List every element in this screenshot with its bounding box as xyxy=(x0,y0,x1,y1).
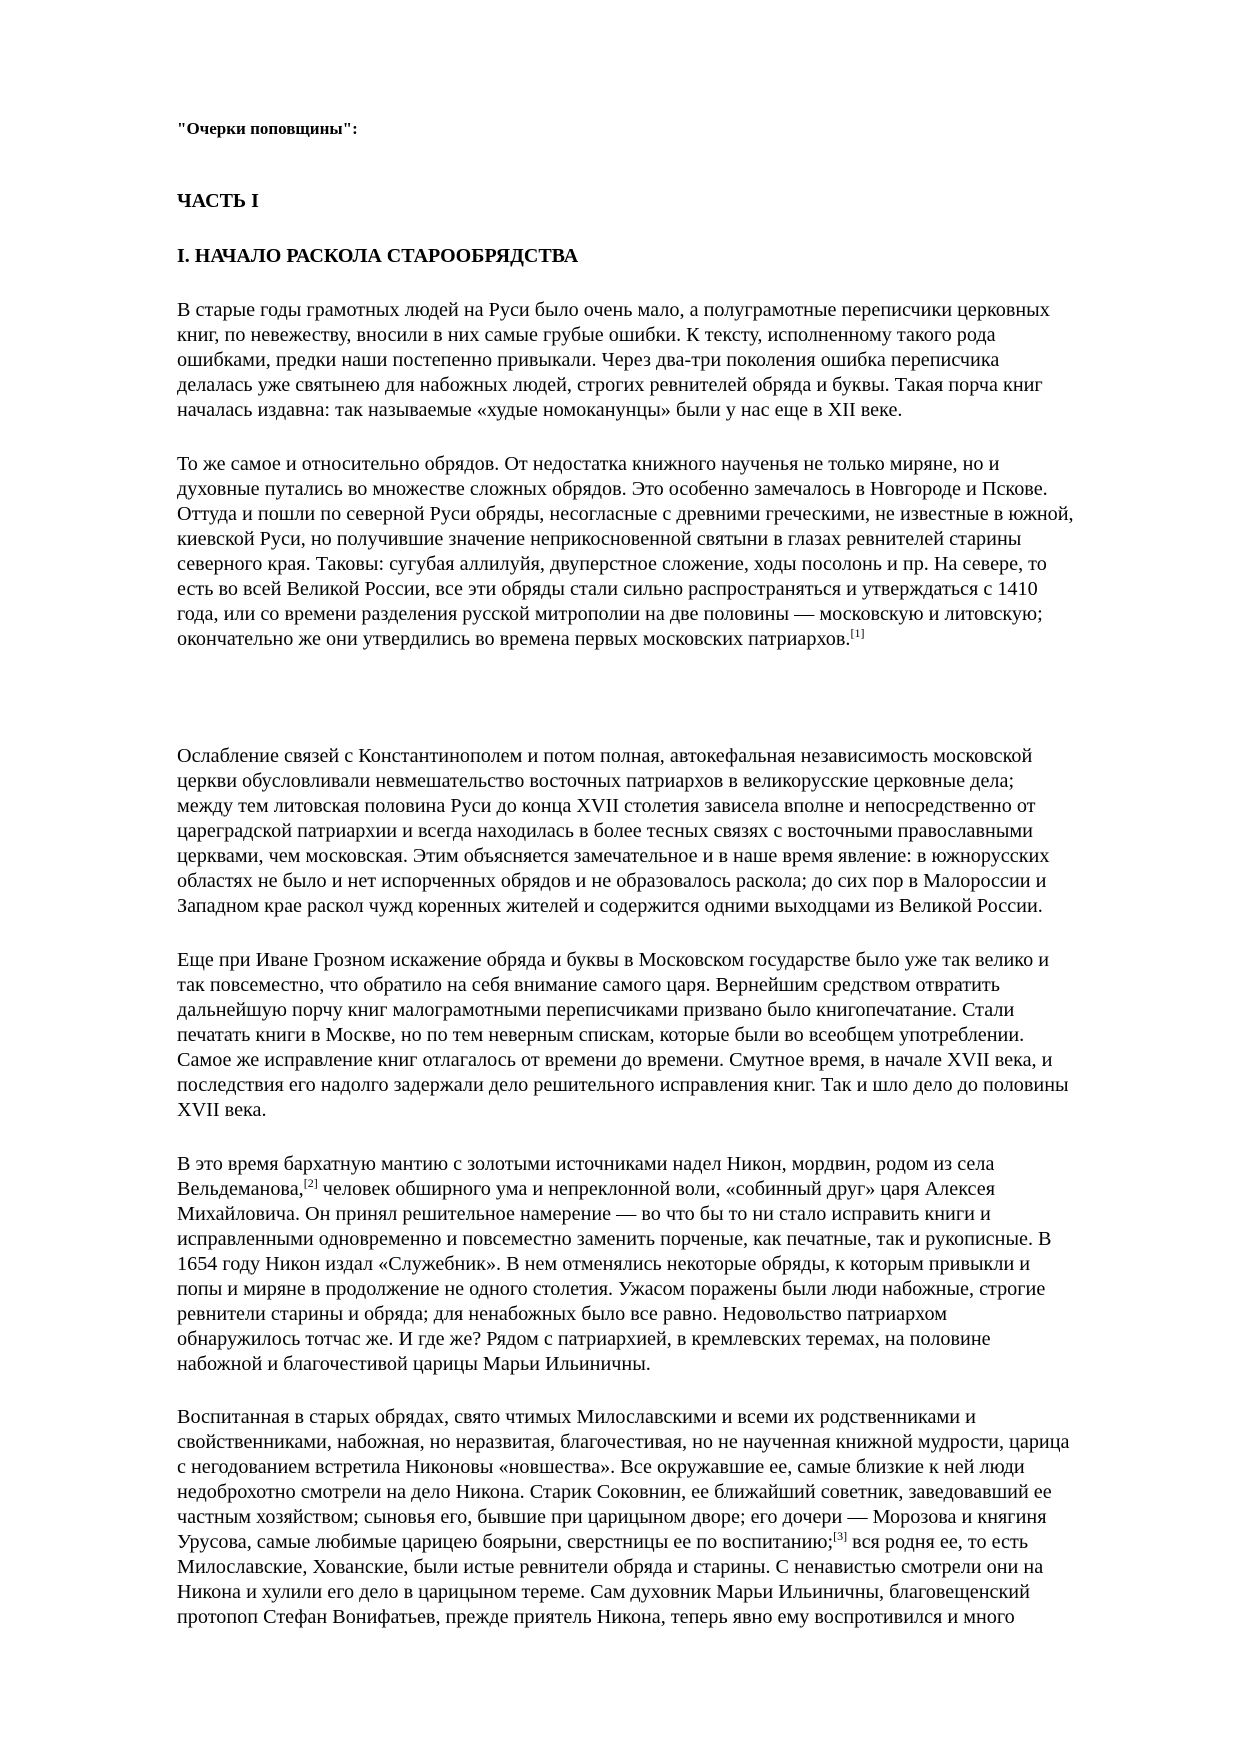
text-line xyxy=(177,869,1177,894)
line-text: обнаружилось тотчас же. И где же? Рядом с патриархией, в кремлевских теремах, на половине xyxy=(177,1328,991,1350)
line-text: исправленными одновременно и повсеместно заменить порченые, как печатные, так и рукописные. В xyxy=(177,1228,1052,1250)
line-text: духовные путались во множестве сложных обрядов. Это особенно замечалось в Новгороде и Пскове. xyxy=(177,478,1048,500)
line-text: года, или со времени разделения русской митрополии на две половины — московскую и литовскую; xyxy=(177,603,1043,625)
text-line xyxy=(177,627,1177,652)
line-text-continued: вся родня ее, то есть xyxy=(847,1531,1029,1553)
text-line xyxy=(177,769,1177,794)
line-text: Милославские, Хованские, были истые ревнители обряда и старины. С ненавистью смотрели они на xyxy=(177,1556,1044,1578)
line-text: Ослабление связей с Константинополем и потом полная, автокефальная независимость московской xyxy=(177,745,1033,767)
text-line xyxy=(177,998,1177,1023)
paragraph-2 xyxy=(177,452,1177,652)
text-line xyxy=(177,1073,1177,1098)
text-line xyxy=(177,373,1177,398)
footnote-link[interactable]: [1] xyxy=(850,626,865,640)
line-text: Еще при Иване Грозном искажение обряда и буквы в Московском государстве было уже так велико и xyxy=(177,949,1050,971)
paragraph-4 xyxy=(177,948,1177,1123)
line-text: так повсеместно, что обратило на себя внимание самого царя. Вернейшим средством отвратить xyxy=(177,974,1000,996)
text-line xyxy=(177,948,1177,973)
text-line xyxy=(177,1098,1177,1123)
text-line xyxy=(177,398,1177,423)
text-line xyxy=(177,1152,1177,1177)
text-line xyxy=(177,1605,1177,1630)
text-line xyxy=(177,1048,1177,1073)
text-line xyxy=(177,348,1177,373)
paragraph-6 xyxy=(177,1405,1177,1630)
text-line xyxy=(177,794,1177,819)
text-line xyxy=(177,1277,1177,1302)
text-line xyxy=(177,1352,1177,1377)
footnote-link[interactable]: [3] xyxy=(833,1529,848,1543)
text-line xyxy=(177,1177,1177,1202)
paragraph-3 xyxy=(177,744,1177,919)
text-line xyxy=(177,602,1177,627)
text-line xyxy=(177,452,1177,477)
line-text: протопоп Стефан Вонифатьев, прежде приятель Никона, теперь явно ему воспротивился и много xyxy=(177,1606,1015,1628)
text-line xyxy=(177,973,1177,998)
line-text: Воспитанная в старых обрядах, свято чтимых Милославскими и всеми их родственниками и xyxy=(177,1406,976,1428)
text-line xyxy=(177,1302,1177,1327)
line-text: началась издавна: так называемые «худые номоканунцы» были у нас еще в XII веке. xyxy=(177,399,903,421)
text-line xyxy=(177,527,1177,552)
line-text: окончательно же они утвердились во времена первых московских патриархов. xyxy=(177,628,851,650)
text-line xyxy=(177,502,1177,527)
line-text: книг, по невежеству, вносили в них самые грубые ошибки. К тексту, исполненному такого рода xyxy=(177,324,996,346)
line-text: областях не было и нет испорченных обрядов и не образовалось раскола; до сих пор в Малороссии и xyxy=(177,870,1047,892)
text-line xyxy=(177,1505,1177,1530)
line-text: с негодованием встретила Никоновы «новшества». Все окружавшие ее, самые близкие к ней люди xyxy=(177,1456,1025,1478)
line-text: церквами, чем московская. Этим объясняется замечательное и в наше время явление: в южнорусских xyxy=(177,845,1050,867)
text-line xyxy=(177,894,1177,919)
line-text-continued: человек обширного ума и непреклонной воли, «собинный друг» царя Алексея xyxy=(317,1178,995,1200)
paragraph-1 xyxy=(177,298,1177,423)
line-text: печатать книги в Москве, но по тем неверным спискам, которые были во всеобщем употреблении. xyxy=(177,1024,1025,1046)
line-text: XVII века. xyxy=(177,1099,267,1121)
line-text: В старые годы грамотных людей на Руси было очень мало, а полуграмотные переписчики церковных xyxy=(177,299,1050,321)
text-line xyxy=(177,298,1177,323)
text-line xyxy=(177,744,1177,769)
line-text: церкви обусловливали невмешательство восточных патриархов в великорусские церковные дела; xyxy=(177,770,1015,792)
line-text: дальнейшую порчу книг малограмотными переписчиками призвано было книгопечатание. Стали xyxy=(177,999,1015,1021)
text-line xyxy=(177,819,1177,844)
text-line xyxy=(177,1405,1177,1430)
line-text: последствия его надолго задержали дело решительного исправления книг. Так и шло дело до половины xyxy=(177,1074,1069,1096)
line-text: Михайловича. Он принял решительное намерение — во что бы то ни стало исправить книги и xyxy=(177,1203,991,1225)
line-text: северного края. Таковы: сугубая аллилуйя, двуперстное сложение, ходы посолонь и пр. На севере, то xyxy=(177,553,1047,575)
text-line xyxy=(177,1480,1177,1505)
text-line xyxy=(177,1455,1177,1480)
line-text: Самое же исправление книг отлагалось от времени до времени. Смутное время, в начале XVII века, и xyxy=(177,1049,1053,1071)
line-text: набожной и благочестивой царицы Марьи Ильиничны. xyxy=(177,1353,651,1375)
text-line xyxy=(177,577,1177,602)
part-heading: ЧАСТЬ I xyxy=(177,190,259,212)
text-line xyxy=(177,1023,1177,1048)
line-text: частным хозяйством; сыновья его, бывшие при царицыном дворе; его дочери — Морозова и княгиня xyxy=(177,1506,1047,1528)
text-line xyxy=(177,844,1177,869)
line-text: недоброхотно смотрели на дело Никона. Старик Соковнин, ее ближайший советник, заведовавший ее xyxy=(177,1481,1052,1503)
line-text: киевской Руси, но получившие значение неприкосновенной святыни в глазах ревнителей старины xyxy=(177,528,1022,550)
chapter-heading: I. НАЧАЛО РАСКОЛА СТАРООБРЯДСТВА xyxy=(177,245,579,267)
text-line xyxy=(177,477,1177,502)
line-text: ревнители старины и обряда; для ненабожных было все равно. Недовольство патриархом xyxy=(177,1303,947,1325)
line-text: Никона и хулили его дело в царицыном тереме. Сам духовник Марьи Ильиничны, благовещенский xyxy=(177,1581,1030,1603)
line-text: попы и миряне в продолжение не одного столетия. Ужасом поражены были люди набожные, строгие xyxy=(177,1278,1046,1300)
line-text: цареградской патриархии и всегда находилась в более тесных связях с восточными православными xyxy=(177,820,1033,842)
text-line xyxy=(177,323,1177,348)
text-line xyxy=(177,1580,1177,1605)
line-text: Вельдеманова, xyxy=(177,1178,304,1200)
text-line xyxy=(177,1555,1177,1580)
document-title: "Очерки поповщины": xyxy=(177,119,358,138)
text-line xyxy=(177,1202,1177,1227)
text-line xyxy=(177,1227,1177,1252)
line-text: Урусова, самые любимые царицею боярыни, сверстницы ее по воспитанию; xyxy=(177,1531,834,1553)
text-line xyxy=(177,552,1177,577)
line-text: Оттуда и пошли по северной Руси обряды, несогласные с древними греческими, не известные в южной, xyxy=(177,503,1074,525)
line-text: делалась уже святынею для набожных людей, строгих ревнителей обряда и буквы. Такая порча книг xyxy=(177,374,1043,396)
text-line xyxy=(177,1327,1177,1352)
line-text: есть во всей Великой России, все эти обряды стали сильно распространяться и утверждаться с 1410 xyxy=(177,578,1038,600)
footnote-link[interactable]: [2] xyxy=(303,1176,318,1190)
text-line xyxy=(177,1430,1177,1455)
line-text: свойственниками, набожная, но неразвитая, благочестивая, но не наученная книжной мудрости, царица xyxy=(177,1431,1070,1453)
line-text: Западном крае раскол чужд коренных жителей и содержится одними выходцами из Великой России. xyxy=(177,895,1043,917)
line-text: ошибками, предки наши постепенно привыкали. Через два-три поколения ошибка переписчика xyxy=(177,349,1000,371)
line-text: между тем литовская половина Руси до конца XVII столетия зависела вполне и непосредственно от xyxy=(177,795,1036,817)
text-line xyxy=(177,1252,1177,1277)
paragraph-5 xyxy=(177,1152,1177,1377)
text-line xyxy=(177,1530,1177,1555)
line-text: То же самое и относительно обрядов. От недостатка книжного наученья не только миряне, но и xyxy=(177,453,1000,475)
line-text: 1654 году Никон издал «Служебник». В нем отменялись некоторые обряды, к которым привыкли и xyxy=(177,1253,1031,1275)
line-text: В это время бархатную мантию с золотыми источниками надел Никон, мордвин, родом из села xyxy=(177,1153,995,1175)
